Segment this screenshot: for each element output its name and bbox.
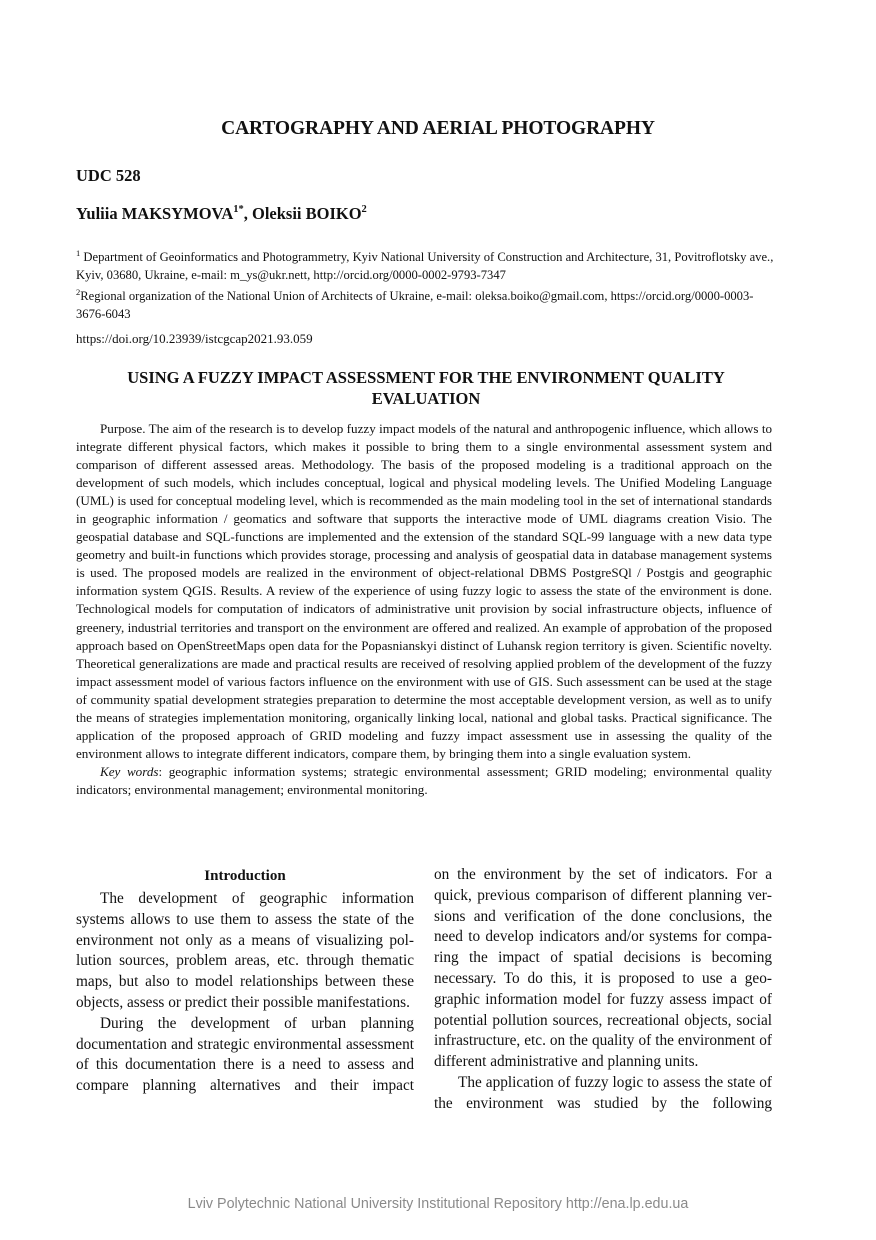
author-name: Yuliia MAKSYMOVA [76, 204, 234, 223]
keywords [76, 763, 772, 799]
keywords-text: : geographic information systems; strategic environmental assessment; GRID modeling; environmental quality indicators; environmental management; environmental monitoring. [76, 763, 772, 797]
affiliation-text: Department of Geoinformatics and Photogrammetry, Kyiv National University of Construction and Architecture, 31, Povitroflotsky ave., Kyiv, 03680, Ukraine, e-mail: m_ys@ukr.nett, http://orcid.org/0000-0002-9793-7347 [76, 250, 774, 282]
udc-code: UDC 528 [76, 166, 141, 185]
affiliation-item [76, 245, 776, 284]
author-list [76, 204, 367, 224]
left-column [76, 865, 414, 1097]
affiliation-text: Regional organization of the National Union of Architects of Ukraine, e-mail: oleksa.boiko@gmail.com, https://orcid.org/0000-0003-3676-6043 [76, 289, 754, 321]
affiliation-mark: 1 [76, 248, 81, 258]
right-column [434, 865, 772, 1115]
body-paragraph: on the environment by the set of indicators. For a quick, previous comparison of different planning versions and verification of the done conclusions, the need to develop indicators and/or systems for comparing the impact of spatial decisions is becoming necessary. To do this, it is proposed to use a geographic information model for fuzzy assess impact of potential pollution sources, recreational objects, social infrastructure, etc. on the quality of the environment of different administrative and planning units. [434, 866, 772, 1071]
author-affiliation-mark: 2 [361, 203, 367, 215]
body-paragraph: The development of geographic information systems allows to use them to assess the state of the environment not only as a means of visualizing pollution sources, problem areas, etc. through thematic maps, but also to model relationships between these objects, assess or predict their possible manifestations. [76, 890, 414, 1011]
repository-footer: Lviv Polytechnic National University Institutional Repository http://ena.lp.edu.ua [187, 1196, 689, 1212]
paper-title: USING A FUZZY IMPACT ASSESSMENT FOR THE ENVIRONMENT QUALITY EVALUATION [127, 368, 725, 408]
author-name: Oleksii BOIKO [251, 204, 362, 223]
abstract [76, 420, 772, 799]
body-paragraph: During the development of urban planning documentation and strategic environmental assessment of this documentation there is a need to assess and compare planning alternatives and their impact [76, 1014, 414, 1095]
author-separator: , [243, 204, 252, 223]
body-paragraph: The application of fuzzy logic to assess the state of the environment was studied by the following [434, 1073, 772, 1112]
introduction-heading: Introduction [204, 868, 286, 884]
affiliation-mark: 2 [76, 287, 81, 298]
abstract-text: Purpose. The aim of the research is to develop fuzzy impact models of the natural and anthropogenic influence, which allows to integrate different physical factors, which makes it possible to bring them to a single environmental assessment system and comparison of different assessed areas. Methodology. The basis of the proposed modeling is a traditional approach on the development of such models, which includes conceptual, logical and physical modeling levels. The Unified Modeling Language (UML) is used for conceptual modeling level, which is recommended as the main modeling tool in the set of international standards in geographic information / geomatics and software that supports the interactive mode of UML diagrams creation Visio. The geospatial database and SQL-functions are implemented and the extension of the standard SQL-99 language with a new data type geometry and built-in functions which provides storage, processing and analysis of geospatial data in database management systems is used. The proposed models are realized in the environment of object-relational DBMS PostgreSQl / Postgis and geographic information system QGIS. Results. A review of the experience of using fuzzy logic to assess the state of the environment is done. Technological models for computation of indicators of administrative unit provision by social infrastructure objects, influence of greenery, industrial territories and transport on the environment are offered and realized. An example of approbation of the proposed approach based on OpenStreetMaps open data for the Popasnianskyi distinct of Luhansk region territory is given. Scientific novelty. Theoretical generalizations are made and practical results are received of resolving applied problem of the development of the fuzzy impact assessment model of various factors influence on the environment with use of GIS. Such assessment can be used at the stage of community spatial development strategies preparation to determine the most acceptable development version, as well as to unify the means of strategies implementation monitoring, organically linking local, national and global tasks. Practical significance. The application of the proposed approach of GRID modeling and fuzzy impact assessment use in assessing the quality of the environment allows to integrate different indicators, compare them, by bringing them into a single evaluation system. [76, 421, 772, 761]
doi-link[interactable]: https://doi.org/10.23939/istcgcap2021.93.059 [76, 331, 313, 346]
keywords-label: Key words [100, 763, 159, 779]
section-title: CARTOGRAPHY AND AERIAL PHOTOGRAPHY [221, 118, 655, 139]
affiliation-item [76, 284, 776, 323]
affiliations [76, 245, 776, 323]
author-affiliation-mark: 1* [233, 203, 244, 215]
